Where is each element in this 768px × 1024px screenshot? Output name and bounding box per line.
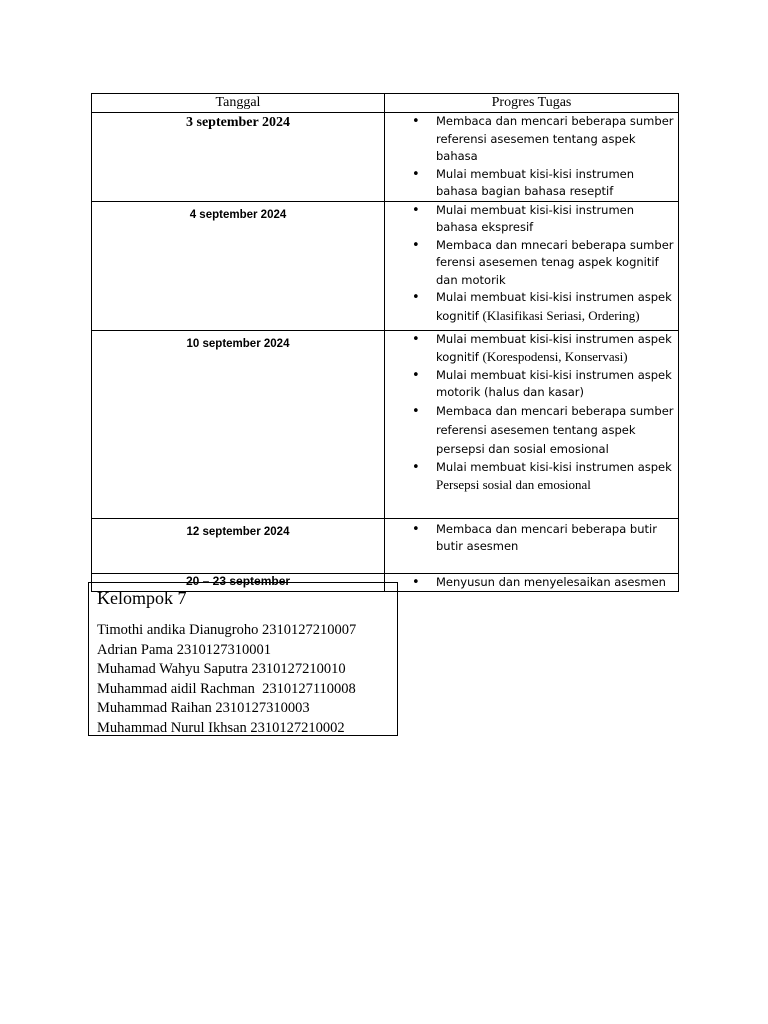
- member-list: [97, 621, 356, 738]
- member-item: Muhammad aidil Rachman 2310127110008: [97, 680, 356, 697]
- task-text: Mulai membuat kisi-kisi instrumen aspek kognitif: [436, 331, 672, 364]
- table-header-row: [92, 94, 679, 113]
- progress-cell: [385, 201, 679, 330]
- task-item: • Mulai membuat kisi-kisi instrumen bahasa ekspresif: [385, 202, 674, 237]
- progress-table: [91, 93, 679, 592]
- task-item: • Mulai membuat kisi-kisi instrumen bahasa bagian bahasa reseptif: [385, 166, 674, 201]
- member-item: Adrian Pama 2310127310001: [97, 641, 271, 658]
- task-item: • Mulai membuat kisi-kisi instrumen aspek motorik (halus dan kasar): [385, 367, 674, 402]
- task-list: [385, 574, 678, 592]
- member-item: Muhammad Raihan 2310127310003: [97, 700, 310, 716]
- date-cell: 20 – 23 september: [92, 573, 385, 592]
- task-item: • Membaca dan mencari beberapa sumber referensi asesemen tentang aspek bahasa: [385, 113, 674, 166]
- table-row: [92, 518, 679, 573]
- member-item: Muhammad Nurul Ikhsan 2310127210002: [97, 719, 345, 736]
- task-list: [385, 113, 678, 201]
- progress-cell: [385, 573, 679, 592]
- header-date: Tanggal: [92, 94, 385, 113]
- task-item: [385, 459, 674, 495]
- task-list: [385, 202, 678, 326]
- header-progress: Progres Tugas: [385, 94, 679, 113]
- progress-cell: [385, 518, 679, 573]
- member-item: Timothi andika Dianugroho 2310127210007: [97, 622, 357, 638]
- task-text-detail: (Klasifikasi Seriasi, Ordering): [482, 307, 640, 323]
- date-cell: 12 september 2024: [92, 518, 385, 573]
- date-cell: 3 september 2024: [92, 113, 385, 202]
- task-text-detail: Persepsi sosial dan emosional: [436, 477, 591, 492]
- table-row: [92, 201, 679, 330]
- task-text: Mulai membuat kisi-kisi instrumen aspek kognitif: [436, 290, 672, 323]
- progress-cell: [385, 113, 679, 202]
- task-item: • Membaca dan mencari beberapa sumber referensi asesemen tentang aspek persepsi dan sosial emosional: [385, 402, 674, 459]
- task-item: • Menyusun dan menyelesaikan asesmen: [385, 574, 674, 592]
- table-row: [92, 113, 679, 202]
- group-info-box: [88, 582, 398, 736]
- date-cell: 4 september 2024: [92, 201, 385, 330]
- task-list: [385, 331, 678, 495]
- task-item: • Membaca dan mencari beberapa butir butir asesmen: [385, 521, 674, 556]
- task-text-detail: (Korespodensi, Konservasi): [482, 349, 628, 364]
- task-text: Mulai membuat kisi-kisi instrumen aspek: [436, 459, 672, 474]
- task-list: [385, 519, 678, 556]
- task-item: [385, 331, 674, 367]
- member-item: Muhamad Wahyu Saputra 2310127210010: [97, 661, 346, 677]
- date-cell: 10 september 2024: [92, 330, 385, 518]
- group-title: Kelompok 7: [97, 588, 187, 608]
- task-item: • Membaca dan mnecari beberapa sumber ferensi asesemen tenag aspek kognitif dan motorik: [385, 237, 674, 290]
- table-row: [92, 330, 679, 518]
- task-item: [385, 289, 674, 325]
- progress-cell: [385, 330, 679, 518]
